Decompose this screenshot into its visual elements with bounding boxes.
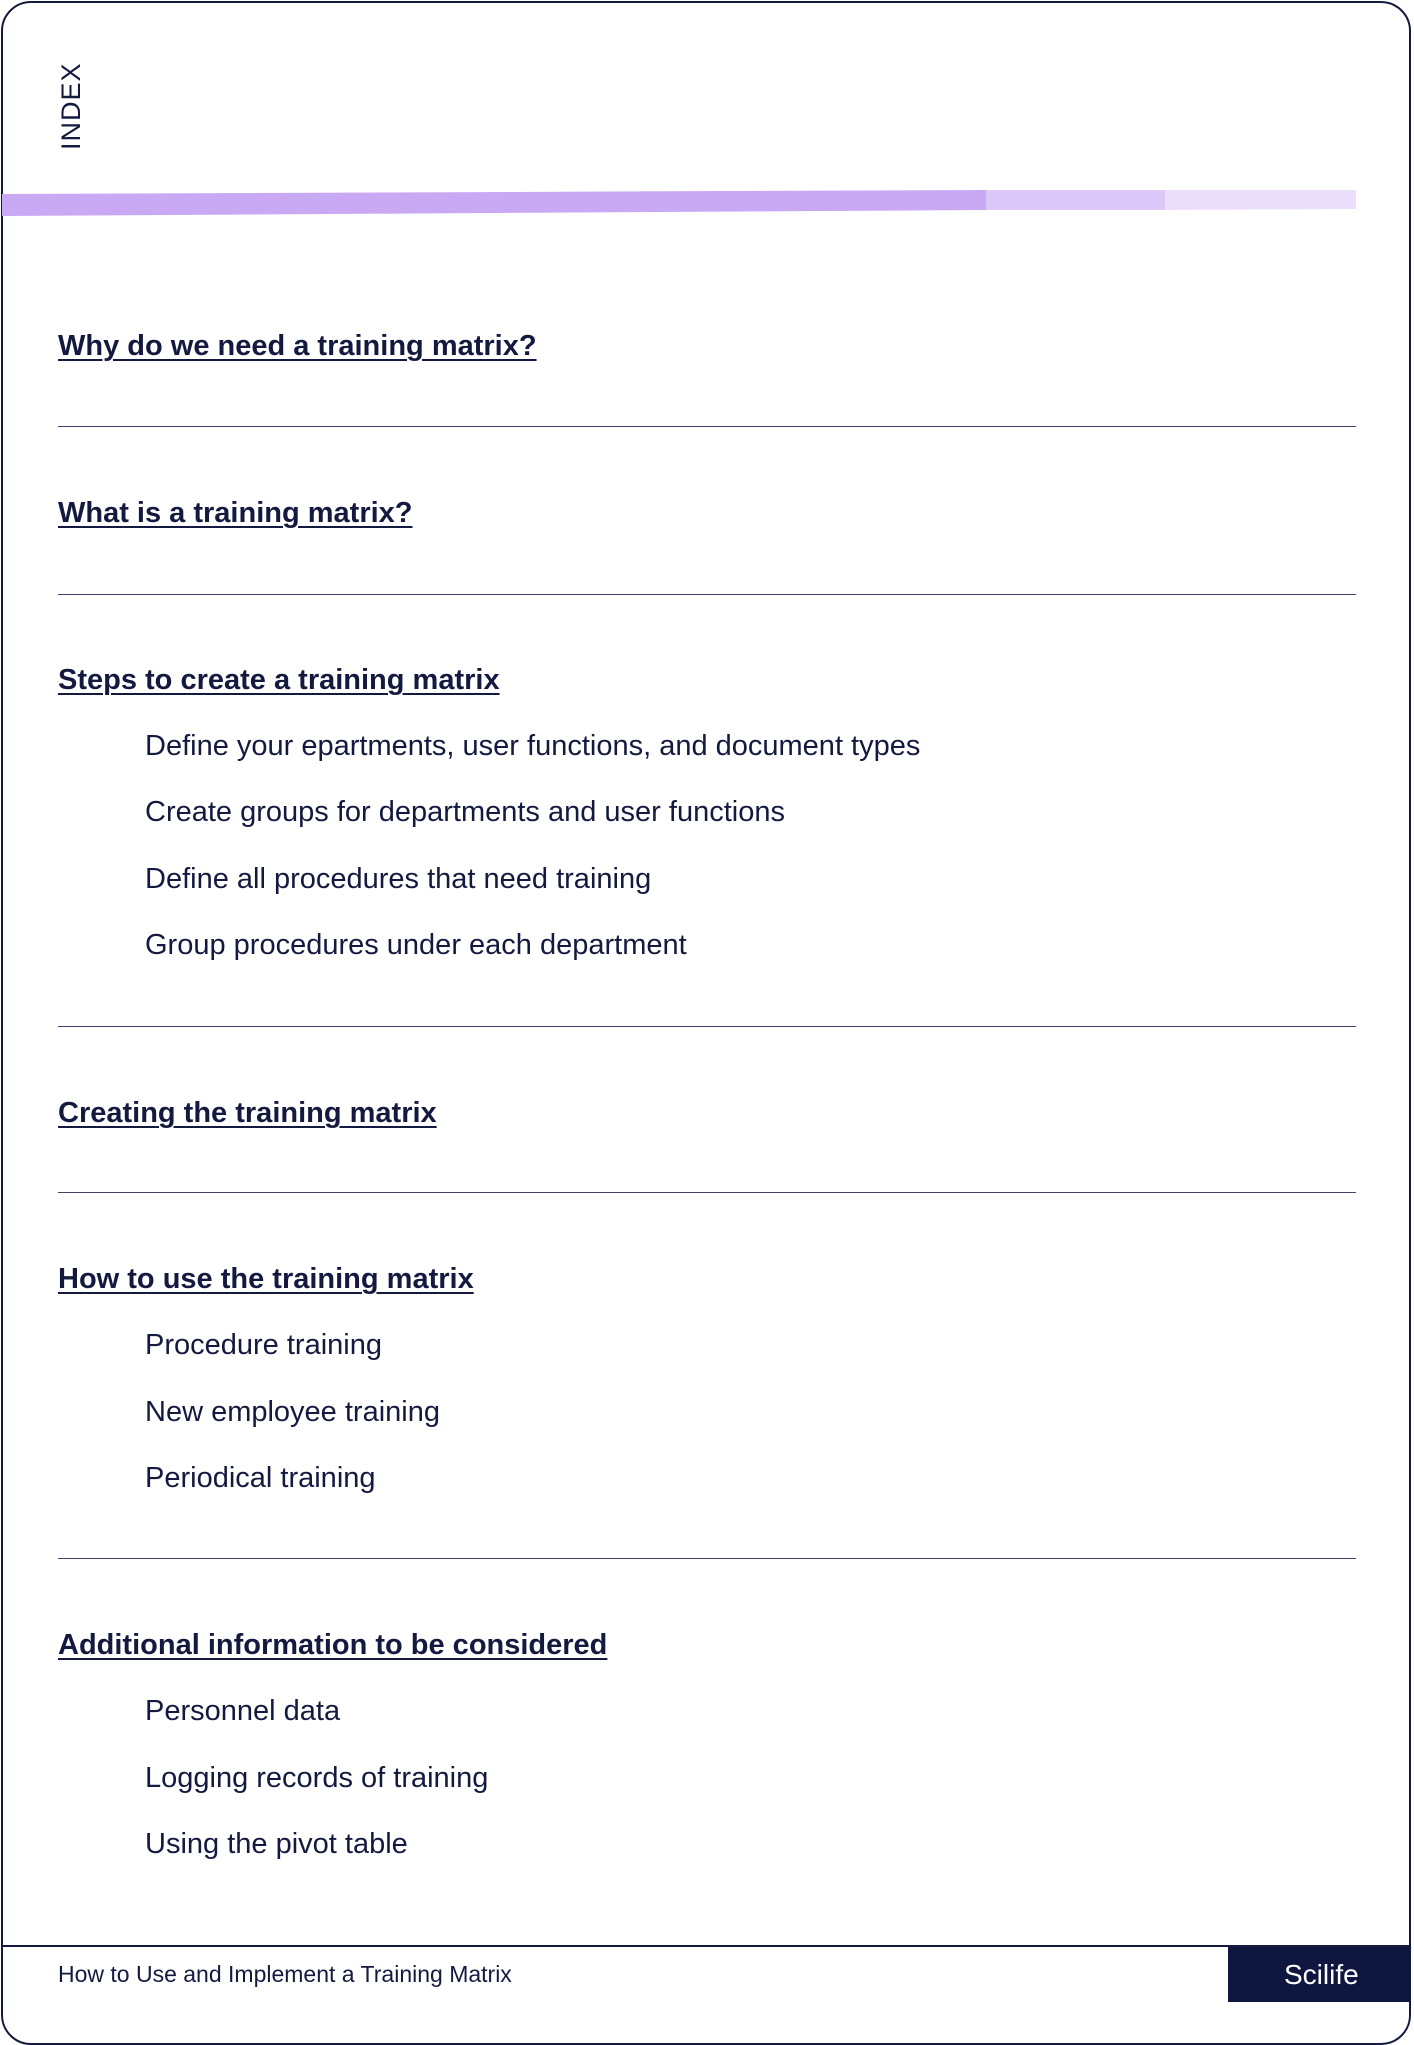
toc-link-creating-matrix[interactable]: Creating the training matrix — [58, 1097, 437, 1129]
toc-subitem[interactable]: Define all procedures that need training — [145, 863, 652, 895]
section-divider — [58, 594, 1356, 595]
toc-link-additional-info[interactable]: Additional information to be considered — [58, 1629, 608, 1661]
toc-link-what-is-training-matrix[interactable]: What is a training matrix? — [58, 497, 413, 529]
footer-document-title: How to Use and Implement a Training Matrix — [58, 1961, 512, 1987]
section-divider — [58, 1192, 1356, 1193]
toc-link-how-to-use[interactable]: How to use the training matrix — [58, 1263, 474, 1295]
toc-subitem[interactable]: New employee training — [145, 1396, 440, 1428]
section-divider — [58, 426, 1356, 427]
section-divider — [58, 1558, 1356, 1559]
index-label: INDEX — [56, 62, 86, 150]
toc-subitem[interactable]: Periodical training — [145, 1462, 376, 1494]
toc-subitem[interactable]: Procedure training — [145, 1329, 382, 1361]
toc-subitem[interactable]: Using the pivot table — [145, 1828, 408, 1860]
section-divider — [58, 1026, 1356, 1027]
toc-link-steps-to-create[interactable]: Steps to create a training matrix — [58, 664, 500, 696]
toc-link-why-training-matrix[interactable]: Why do we need a training matrix? — [58, 330, 537, 362]
toc-subitem[interactable]: Logging records of training — [145, 1762, 489, 1794]
toc-subitem[interactable]: Group procedures under each department — [145, 929, 687, 961]
toc-subitem[interactable]: Define your epartments, user functions, and document types — [145, 730, 921, 762]
footer-brand-logo: Scilife — [1228, 1947, 1410, 2002]
toc-subitem[interactable]: Create groups for departments and user functions — [145, 796, 785, 828]
page-footer — [2, 1945, 1410, 2002]
toc-subitem[interactable]: Personnel data — [145, 1695, 341, 1727]
